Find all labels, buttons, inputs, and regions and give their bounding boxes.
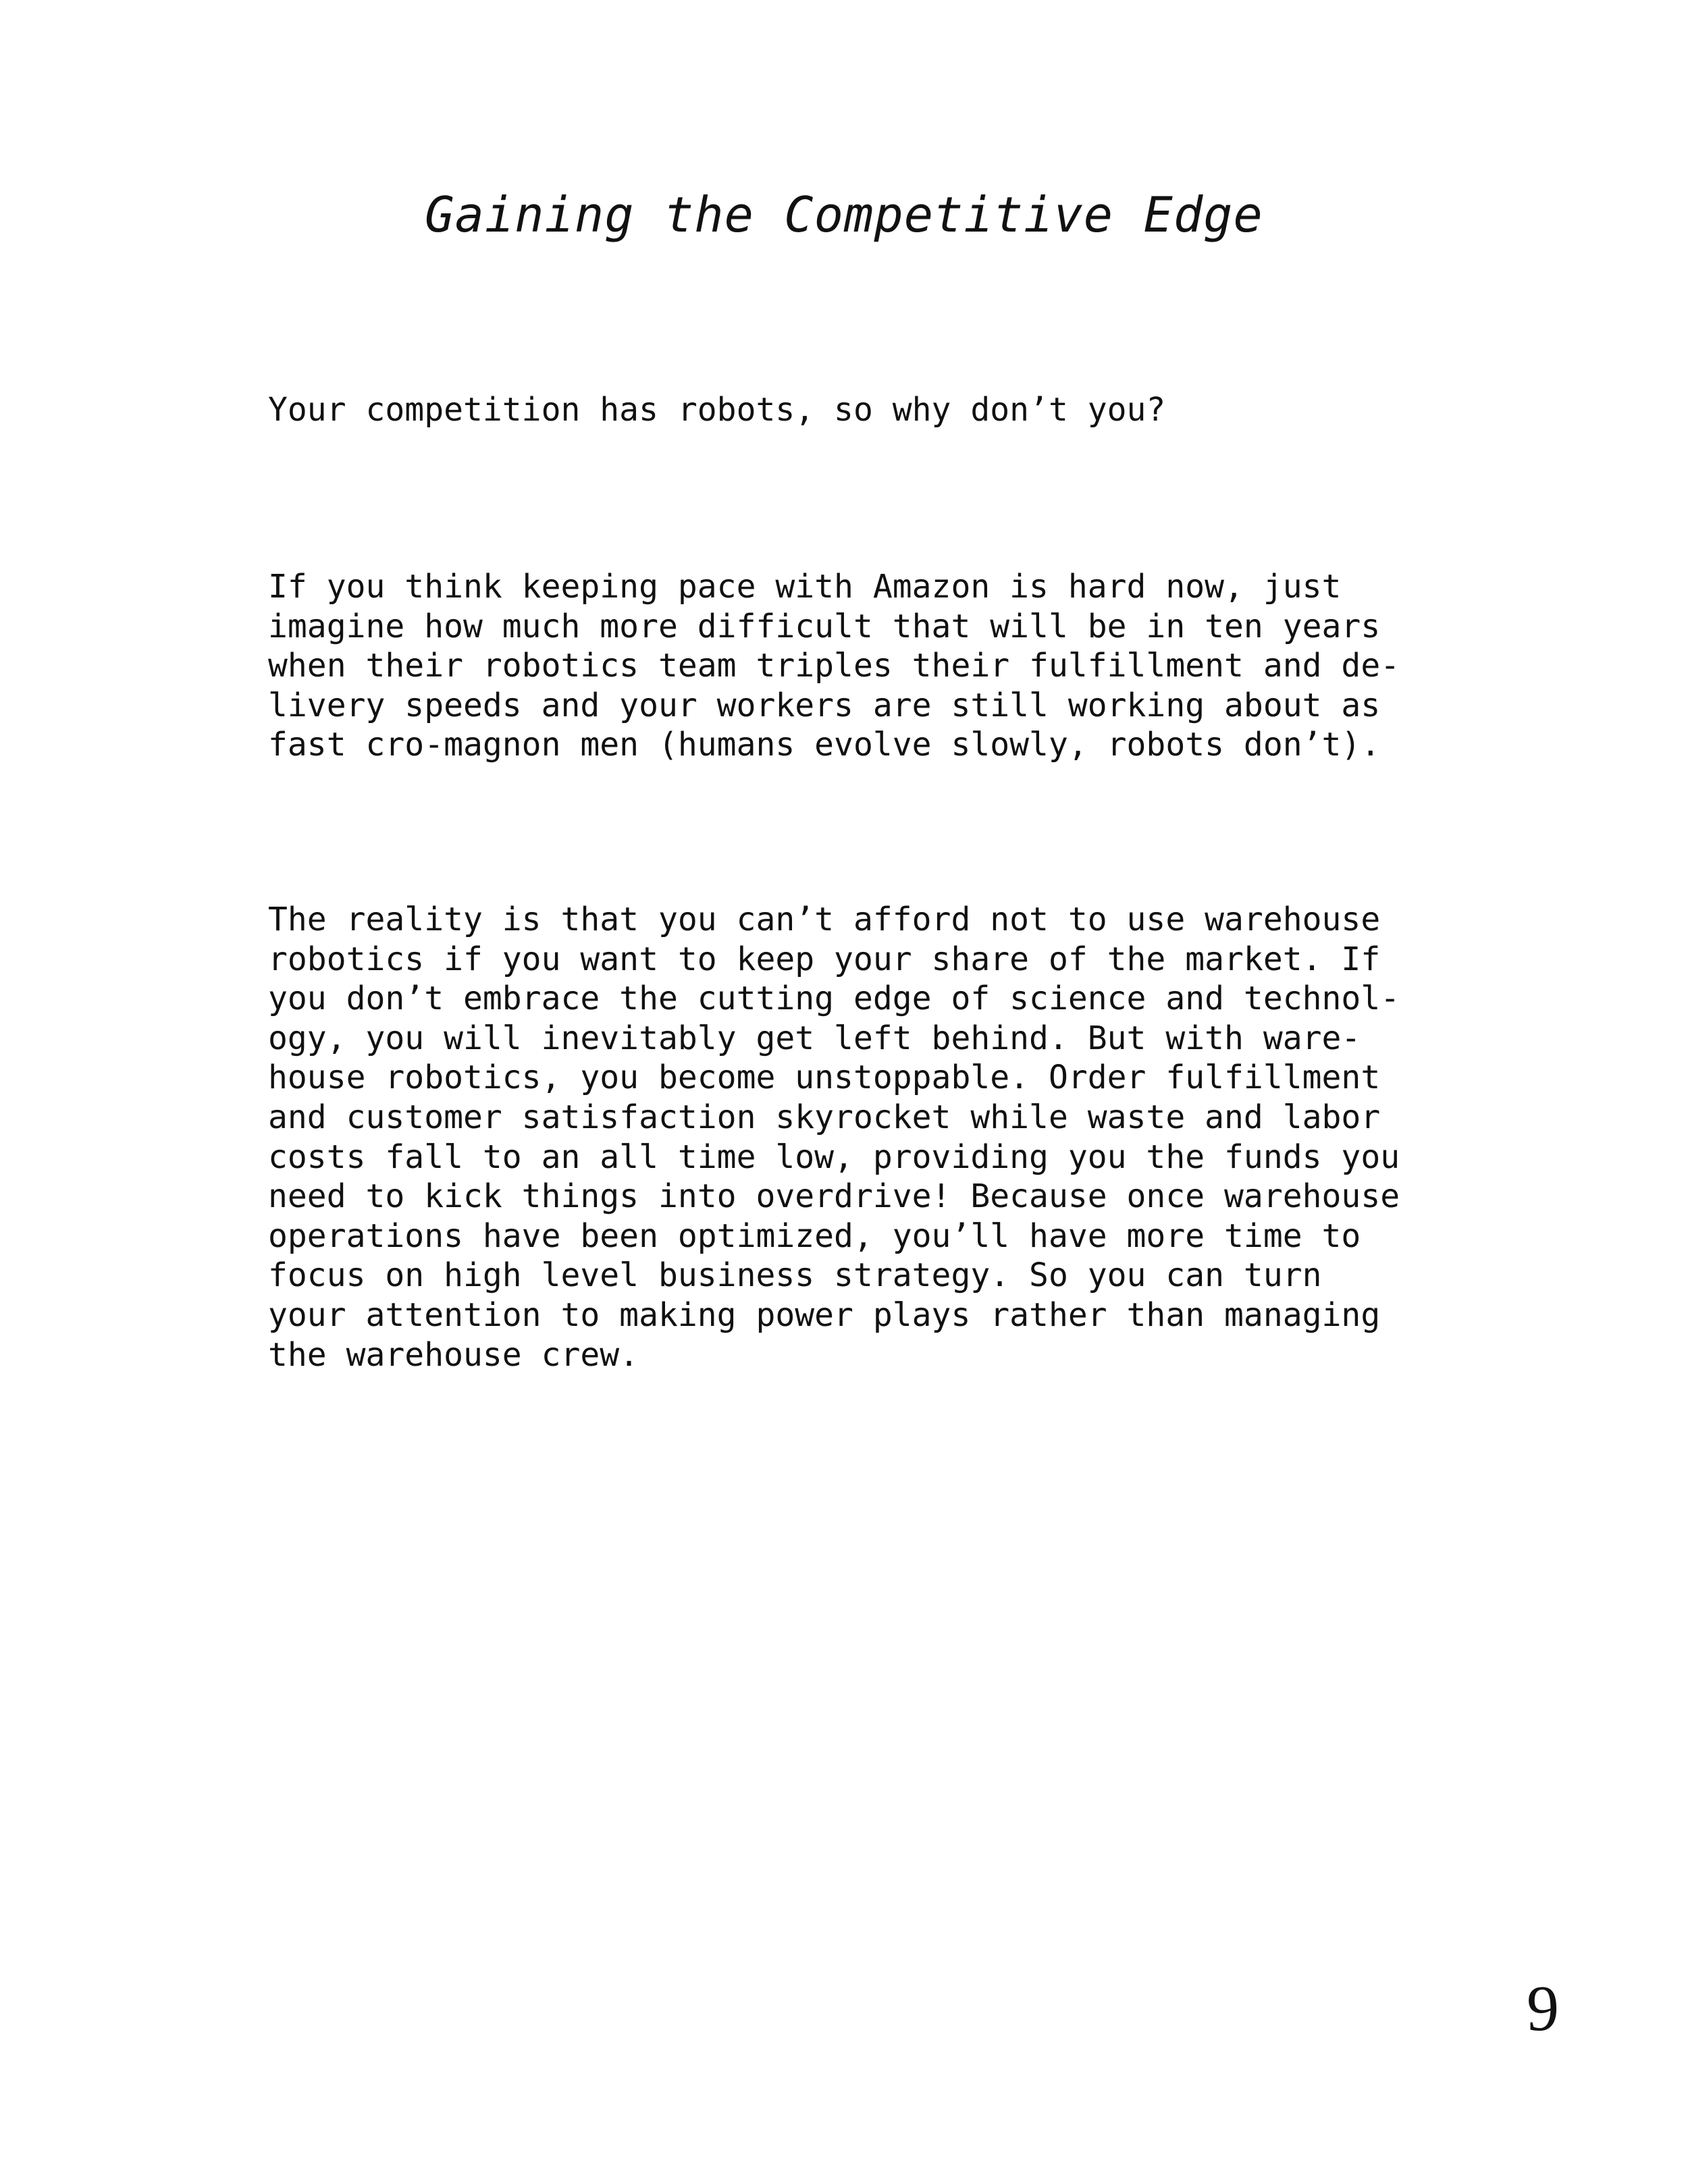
paragraph-amazon: If you think keeping pace with Amazon is hard now, just imagine how much more difficult that will be in ten years when their robotics team triples their fulfillment and de- livery speeds and your workers are still working about as fast cro-magnon men (humans evolve slowly, robots don’t). xyxy=(268,568,1400,764)
page-title: Gaining the Competitive Edge xyxy=(425,186,1263,243)
paragraph-intro: Your competition has robots, so why don’t you? xyxy=(268,391,1166,429)
page-number: 9 xyxy=(1527,1972,1559,2044)
paragraph-reality: The reality is that you can’t afford not to use warehouse robotics if you want to keep your share of the market. If you don’t embrace the cutting edge of science and technol- ogy, you will inevitably get left behind. But with ware- house robotics, you become unstoppable. Order fulfillment and customer satisfaction skyrocket while waste and labor costs fall to an all time low, providing you the funds you need to kick things into overdrive! Because once warehouse operations have been optimized, you’ll have more time to focus on high level business strategy. So you can turn your attention to making power plays rather than managing the warehouse crew. xyxy=(268,901,1400,1374)
